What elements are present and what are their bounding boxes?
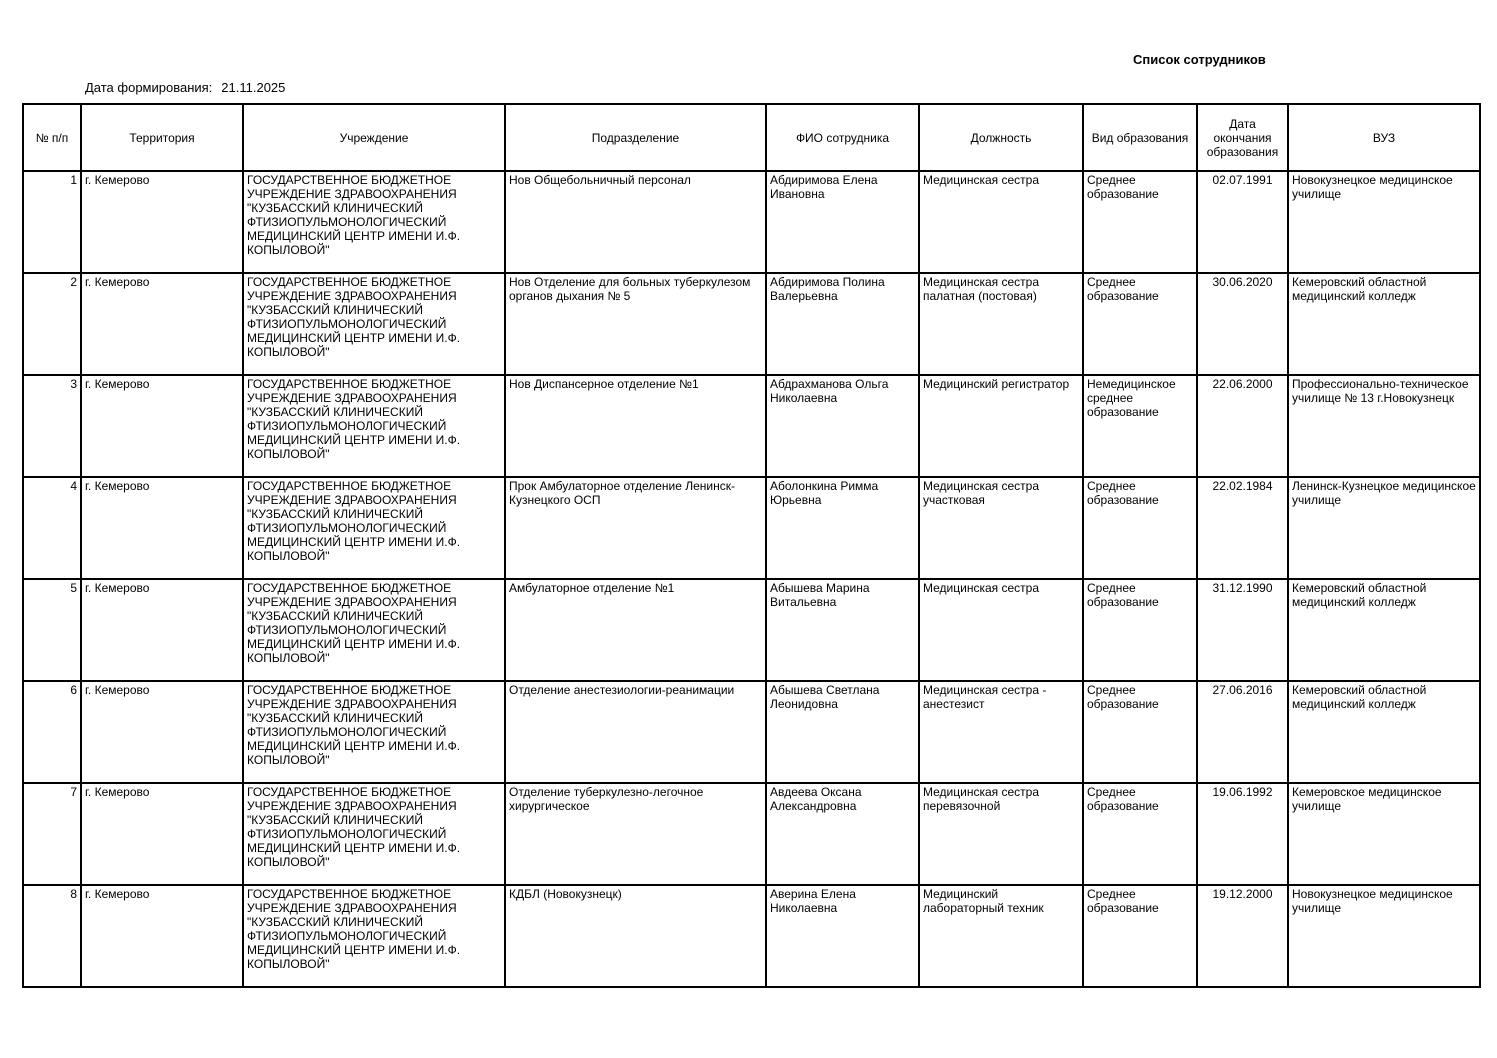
cell-education_type: Среднее образование (1083, 477, 1197, 579)
cell-education_type: Среднее образование (1083, 273, 1197, 375)
cell-territory: г. Кемерово (81, 681, 243, 783)
cell-employee_name: Авдеева Оксана Александровна (766, 783, 919, 885)
cell-employee_name: Абдиримова Елена Ивановна (766, 171, 919, 273)
cell-employee_name: Абышева Светлана Леонидовна (766, 681, 919, 783)
generation-date-line (85, 80, 285, 95)
column-header-education_end_date: Дата окончания образования (1197, 104, 1288, 171)
cell-employee_name: Аболонкина Римма Юрьевна (766, 477, 919, 579)
cell-education_type: Среднее образование (1083, 579, 1197, 681)
table-row (23, 681, 1480, 783)
document-title: Список сотрудников (1133, 52, 1266, 67)
cell-school: Новокузнецкое медицинское училище (1288, 171, 1480, 273)
cell-institution: ГОСУДАРСТВЕННОЕ БЮДЖЕТНОЕ УЧРЕЖДЕНИЕ ЗДРАВООХРАНЕНИЯ "КУЗБАССКИЙ КЛИНИЧЕСКИЙ ФТИЗИОПУЛЬМОНОЛОГИЧЕСКИЙ МЕДИЦИНСКИЙ ЦЕНТР ИМЕНИ И.Ф. КОПЫЛОВОЙ" (243, 783, 505, 885)
cell-territory: г. Кемерово (81, 783, 243, 885)
cell-employee_name: Абдиримова Полина Валерьевна (766, 273, 919, 375)
cell-education_type: Среднее образование (1083, 885, 1197, 987)
column-header-education_type: Вид образования (1083, 104, 1197, 171)
cell-num: 5 (23, 579, 81, 681)
cell-institution: ГОСУДАРСТВЕННОЕ БЮДЖЕТНОЕ УЧРЕЖДЕНИЕ ЗДРАВООХРАНЕНИЯ "КУЗБАССКИЙ КЛИНИЧЕСКИЙ ФТИЗИОПУЛЬМОНОЛОГИЧЕСКИЙ МЕДИЦИНСКИЙ ЦЕНТР ИМЕНИ И.Ф. КОПЫЛОВОЙ" (243, 273, 505, 375)
column-header-territory: Территория (81, 104, 243, 171)
table-header (23, 104, 1480, 171)
cell-education_type: Немедицинское среднее образование (1083, 375, 1197, 477)
cell-num: 1 (23, 171, 81, 273)
cell-education_type: Среднее образование (1083, 681, 1197, 783)
cell-institution: ГОСУДАРСТВЕННОЕ БЮДЖЕТНОЕ УЧРЕЖДЕНИЕ ЗДРАВООХРАНЕНИЯ "КУЗБАССКИЙ КЛИНИЧЕСКИЙ ФТИЗИОПУЛЬМОНОЛОГИЧЕСКИЙ МЕДИЦИНСКИЙ ЦЕНТР ИМЕНИ И.Ф. КОПЫЛОВОЙ" (243, 579, 505, 681)
cell-num: 7 (23, 783, 81, 885)
cell-territory: г. Кемерово (81, 273, 243, 375)
cell-school: Кемеровский областной медицинский колледж (1288, 273, 1480, 375)
column-header-school: ВУЗ (1288, 104, 1480, 171)
cell-territory: г. Кемерово (81, 579, 243, 681)
column-header-institution: Учреждение (243, 104, 505, 171)
table-row (23, 171, 1480, 273)
table-body (23, 171, 1480, 987)
cell-department: Отделение анестезиологии-реанимации (505, 681, 766, 783)
cell-num: 8 (23, 885, 81, 987)
cell-school: Кемеровский областной медицинский колледж (1288, 681, 1480, 783)
cell-territory: г. Кемерово (81, 885, 243, 987)
cell-school: Кемеровский областной медицинский колледж (1288, 579, 1480, 681)
column-header-department: Подразделение (505, 104, 766, 171)
column-header-employee_name: ФИО сотрудника (766, 104, 919, 171)
cell-institution: ГОСУДАРСТВЕННОЕ БЮДЖЕТНОЕ УЧРЕЖДЕНИЕ ЗДРАВООХРАНЕНИЯ "КУЗБАССКИЙ КЛИНИЧЕСКИЙ ФТИЗИОПУЛЬМОНОЛОГИЧЕСКИЙ МЕДИЦИНСКИЙ ЦЕНТР ИМЕНИ И.Ф. КОПЫЛОВОЙ" (243, 171, 505, 273)
cell-num: 4 (23, 477, 81, 579)
header-row (23, 104, 1480, 171)
cell-employee_name: Абдрахманова Ольга Николаевна (766, 375, 919, 477)
cell-school: Новокузнецкое медицинское училище (1288, 885, 1480, 987)
cell-territory: г. Кемерово (81, 171, 243, 273)
cell-position: Медицинская сестра (919, 171, 1083, 273)
cell-position: Медицинская сестра перевязочной (919, 783, 1083, 885)
generation-date-label: Дата формирования: (85, 80, 213, 95)
cell-employee_name: Аверина Елена Николаевна (766, 885, 919, 987)
cell-position: Медицинская сестра - анестезист (919, 681, 1083, 783)
cell-education_type: Среднее образование (1083, 783, 1197, 885)
cell-position: Медицинская сестра участковая (919, 477, 1083, 579)
cell-employee_name: Абышева Марина Витальевна (766, 579, 919, 681)
table-row (23, 375, 1480, 477)
cell-department: Нов Диспансерное отделение №1 (505, 375, 766, 477)
cell-num: 6 (23, 681, 81, 783)
cell-territory: г. Кемерово (81, 375, 243, 477)
cell-education_end_date: 30.06.2020 (1197, 273, 1288, 375)
cell-position: Медицинская сестра палатная (постовая) (919, 273, 1083, 375)
cell-department: Отделение туберкулезно-легочное хирургическое (505, 783, 766, 885)
table-row (23, 783, 1480, 885)
cell-education_end_date: 02.07.1991 (1197, 171, 1288, 273)
cell-department: Нов Отделение для больных туберкулезом органов дыхания № 5 (505, 273, 766, 375)
employees-table (22, 103, 1481, 988)
cell-school: Кемеровское медицинское училище (1288, 783, 1480, 885)
cell-education_end_date: 22.02.1984 (1197, 477, 1288, 579)
table-row (23, 579, 1480, 681)
cell-territory: г. Кемерово (81, 477, 243, 579)
cell-position: Медицинский лабораторный техник (919, 885, 1083, 987)
table-row (23, 273, 1480, 375)
cell-school: Ленинск-Кузнецкое медицинское училище (1288, 477, 1480, 579)
column-header-position: Должность (919, 104, 1083, 171)
cell-education_end_date: 31.12.1990 (1197, 579, 1288, 681)
cell-department: Прок Амбулаторное отделение Ленинск-Кузнецкого ОСП (505, 477, 766, 579)
cell-education_end_date: 22.06.2000 (1197, 375, 1288, 477)
cell-education_end_date: 27.06.2016 (1197, 681, 1288, 783)
cell-institution: ГОСУДАРСТВЕННОЕ БЮДЖЕТНОЕ УЧРЕЖДЕНИЕ ЗДРАВООХРАНЕНИЯ "КУЗБАССКИЙ КЛИНИЧЕСКИЙ ФТИЗИОПУЛЬМОНОЛОГИЧЕСКИЙ МЕДИЦИНСКИЙ ЦЕНТР ИМЕНИ И.Ф. КОПЫЛОВОЙ" (243, 681, 505, 783)
cell-position: Медицинская сестра (919, 579, 1083, 681)
cell-education_type: Среднее образование (1083, 171, 1197, 273)
table-row (23, 885, 1480, 987)
cell-department: Амбулаторное отделение №1 (505, 579, 766, 681)
cell-institution: ГОСУДАРСТВЕННОЕ БЮДЖЕТНОЕ УЧРЕЖДЕНИЕ ЗДРАВООХРАНЕНИЯ "КУЗБАССКИЙ КЛИНИЧЕСКИЙ ФТИЗИОПУЛЬМОНОЛОГИЧЕСКИЙ МЕДИЦИНСКИЙ ЦЕНТР ИМЕНИ И.Ф. КОПЫЛОВОЙ" (243, 885, 505, 987)
cell-education_end_date: 19.12.2000 (1197, 885, 1288, 987)
cell-num: 2 (23, 273, 81, 375)
column-header-num: № п/п (23, 104, 81, 171)
cell-position: Медицинский регистратор (919, 375, 1083, 477)
cell-school: Профессионально-техническое училище № 13 г.Новокузнецк (1288, 375, 1480, 477)
cell-education_end_date: 19.06.1992 (1197, 783, 1288, 885)
cell-institution: ГОСУДАРСТВЕННОЕ БЮДЖЕТНОЕ УЧРЕЖДЕНИЕ ЗДРАВООХРАНЕНИЯ "КУЗБАССКИЙ КЛИНИЧЕСКИЙ ФТИЗИОПУЛЬМОНОЛОГИЧЕСКИЙ МЕДИЦИНСКИЙ ЦЕНТР ИМЕНИ И.Ф. КОПЫЛОВОЙ" (243, 477, 505, 579)
table-row (23, 477, 1480, 579)
generation-date-value: 21.11.2025 (221, 80, 286, 95)
cell-num: 3 (23, 375, 81, 477)
cell-department: КДБЛ (Новокузнецк) (505, 885, 766, 987)
cell-department: Нов Общебольничный персонал (505, 171, 766, 273)
cell-institution: ГОСУДАРСТВЕННОЕ БЮДЖЕТНОЕ УЧРЕЖДЕНИЕ ЗДРАВООХРАНЕНИЯ "КУЗБАССКИЙ КЛИНИЧЕСКИЙ ФТИЗИОПУЛЬМОНОЛОГИЧЕСКИЙ МЕДИЦИНСКИЙ ЦЕНТР ИМЕНИ И.Ф. КОПЫЛОВОЙ" (243, 375, 505, 477)
